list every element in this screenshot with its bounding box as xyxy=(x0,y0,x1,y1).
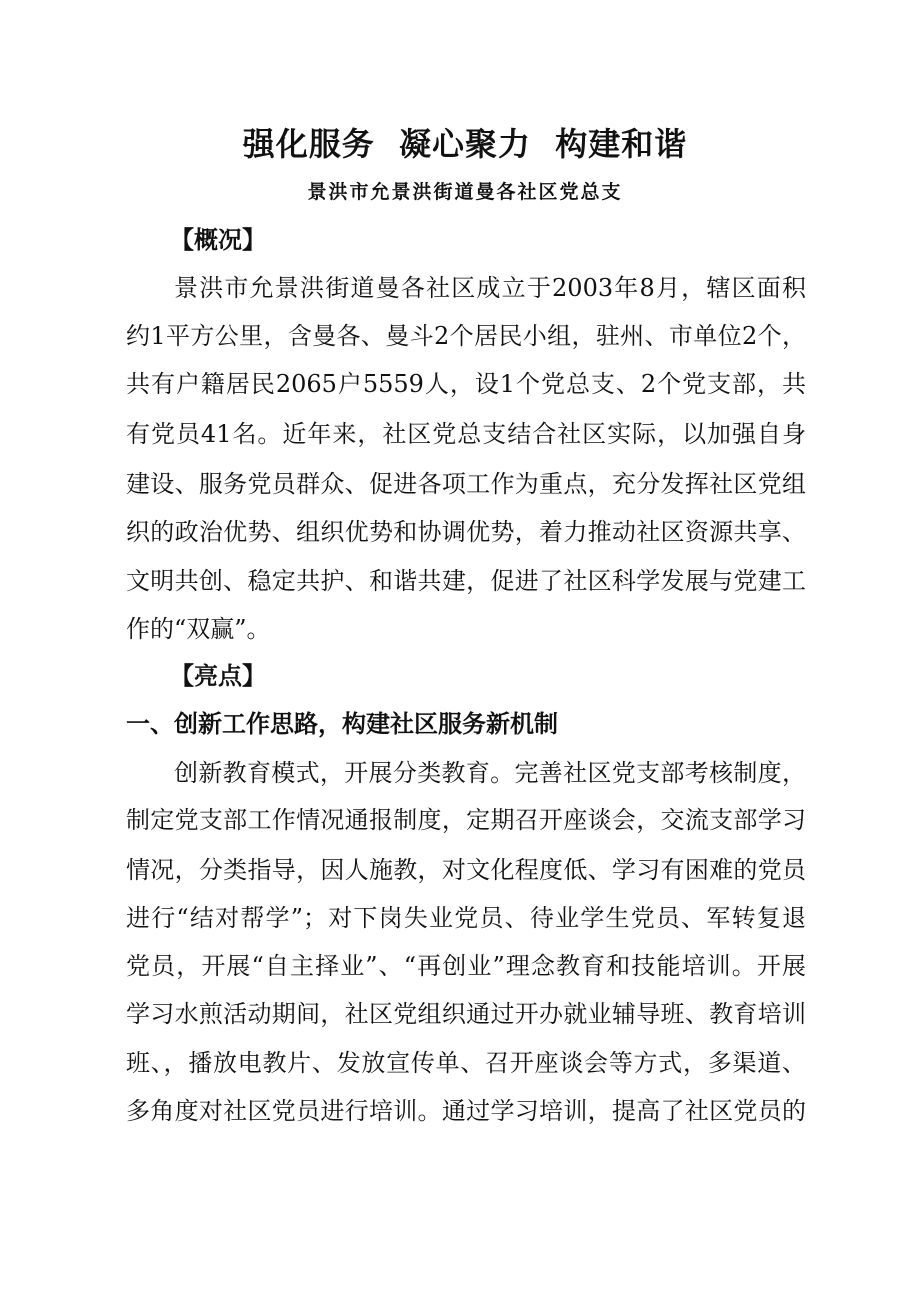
section-heading-highlights: 【亮点】 xyxy=(170,662,266,690)
paragraph-line: 织的政治优势、组织优势和协调优势，着力推动社区资源共享、 xyxy=(126,518,806,546)
paragraph-line: 情况，分类指导，因人施教，对文化程度低、学习有困难的党员 xyxy=(126,856,806,884)
document-subtitle: 景洪市允景洪街道曼各社区党总支 xyxy=(307,181,623,203)
paragraph-line: 作的“双赢”。 xyxy=(126,615,271,643)
paragraph-line: 创新教育模式，开展分类教育。完善社区党支部考核制度， xyxy=(174,759,806,787)
paragraph-line: 进行“结对帮学”；对下岗失业党员、待业学生党员、军转复退 xyxy=(126,904,806,932)
paragraph-line: 约1平方公里，含曼各、曼斗2个居民小组，驻州、市单位2个， xyxy=(126,322,806,350)
paragraph-line: 建设、服务党员群众、促进各项工作为重点，充分发挥社区党组 xyxy=(126,470,806,498)
paragraph-line: 景洪市允景洪街道曼各社区成立于2003年8月，辖区面积 xyxy=(174,274,806,302)
paragraph-line: 制定党支部工作情况通报制度，定期召开座谈会，交流支部学习 xyxy=(126,806,806,834)
paragraph-line: 班、，播放电教片、发放宣传单、召开座谈会等方式，多渠道、 xyxy=(126,1049,806,1077)
paragraph-line: 共有户籍居民2065户5559人，设1个党总支、2个党支部，共 xyxy=(126,370,806,398)
section-heading-overview: 【概况】 xyxy=(170,226,266,254)
document-title: 强化服务 凝心聚力 构建和谐 xyxy=(242,125,688,163)
paragraph-line: 有党员41名。近年来，社区党总支结合社区实际，以加强自身 xyxy=(126,420,806,448)
section-subheading-1: 一、创新工作思路，构建社区服务新机制 xyxy=(126,710,558,738)
paragraph-line: 学习水煎活动期间，社区党组织通过开办就业辅导班、教育培训 xyxy=(126,1000,806,1028)
paragraph-line: 党员，开展“自主择业”、“再创业”理念教育和技能培训。开展 xyxy=(126,952,806,980)
paragraph-line: 多角度对社区党员进行培训。通过学习培训，提高了社区党员的 xyxy=(126,1097,806,1125)
paragraph-line: 文明共创、稳定共护、和谐共建，促进了社区科学发展与党建工 xyxy=(126,567,806,595)
